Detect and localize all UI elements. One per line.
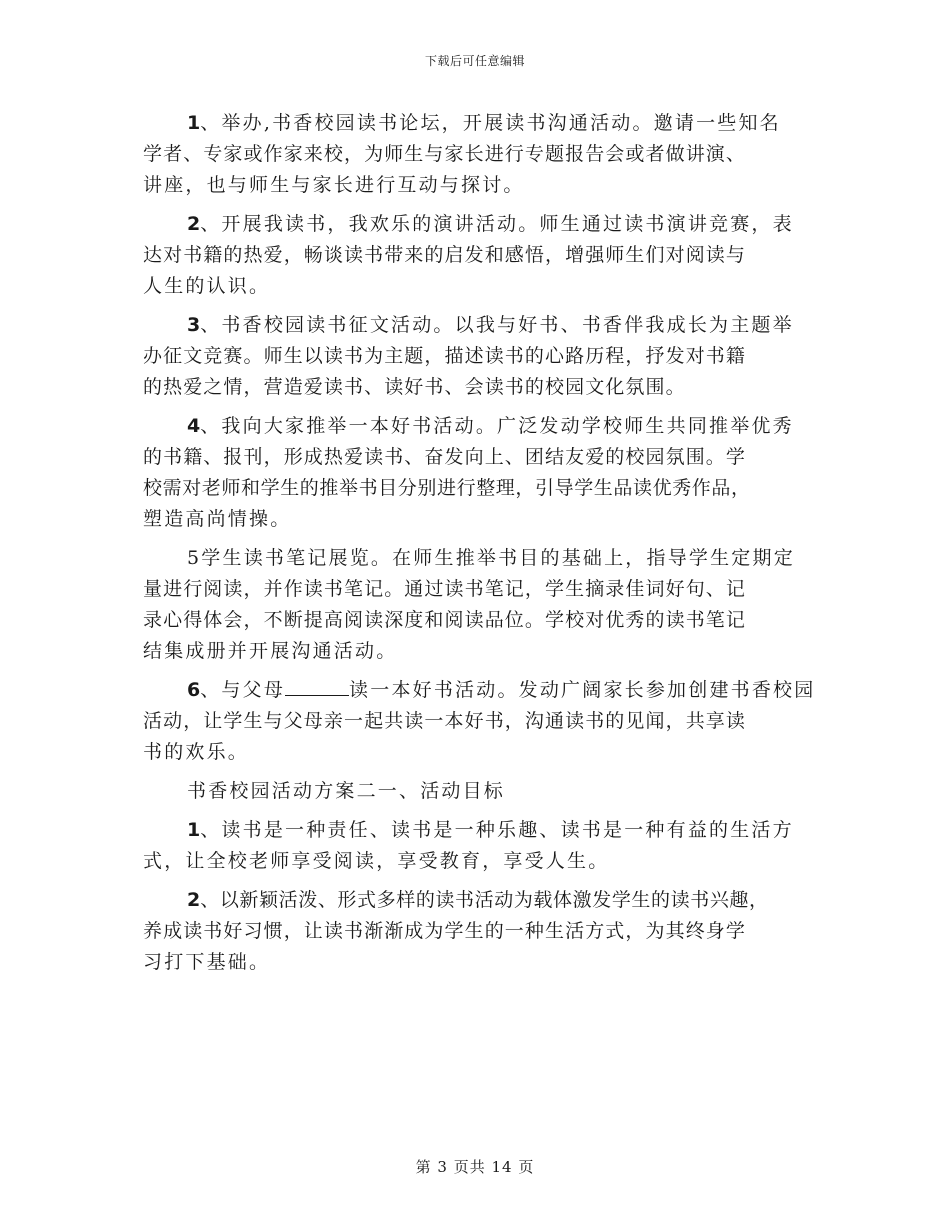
paragraph-2-line-1 — [143, 209, 808, 240]
paragraph-4-line-4: 塑造高尚情操。 — [143, 508, 292, 530]
paragraph-7-line-1 — [143, 815, 808, 846]
section-heading: 书香校园活动方案二一、活动目标 — [187, 780, 506, 802]
item-number: 4 — [187, 415, 201, 437]
paragraph-5-line-1: 5学生读书笔记展览。在师生推举书目的基础上，指导学生定期定 — [187, 547, 795, 569]
fill-in-blank — [285, 677, 349, 696]
text-run: 、与父母 — [200, 679, 286, 701]
paragraph-1-line-3: 讲座，也与师生与家长进行互动与探讨。 — [143, 174, 525, 196]
paragraph-5-line-3: 录心得体会，不断提高阅读深度和阅读品位。学校对优秀的读书笔记 — [143, 609, 747, 631]
paragraph-6-line-3: 书的欢乐。 — [143, 741, 250, 763]
paragraph-4-line-2: 的书籍、报刊，形成热爱读书、奋发向上、团结友爱的校园氛围。学 — [143, 446, 747, 468]
paragraph-4-line-3: 校需对老师和学生的推举书目分别进行整理，引导学生品读优秀作品， — [143, 477, 751, 499]
paragraph-3-line-2: 办征文竞赛。师生以读书为主题，描述读书的心路历程，抒发对书籍 — [143, 345, 747, 367]
item-number: 1 — [187, 819, 201, 841]
paragraph-8-line-2: 养成读书好习惯，让读书渐渐成为学生的一种生活方式，为其终身学 — [143, 920, 747, 942]
item-number: 3 — [187, 314, 201, 336]
paragraph-5-line-2: 量进行阅读，并作读书笔记。通过读书笔记，学生摘录佳词好句、记 — [143, 578, 747, 600]
item-number: 6 — [187, 679, 201, 701]
paragraph-5-line-4: 结集成册并开展沟通活动。 — [143, 640, 398, 662]
item-number: 2 — [187, 213, 201, 235]
document-body — [143, 108, 816, 978]
text-run: 读一本好书活动。发动广阔家长参加创建书香校园 — [349, 679, 816, 701]
paragraph-4-line-1 — [143, 411, 808, 442]
page-header: 下载后可任意编辑 — [424, 54, 525, 68]
text-run: 、书香校园读书征文活动。以我与好书、书香伴我成长为主题举 — [200, 314, 794, 336]
paragraph-7-line-2: 式，让全校老师享受阅读，享受教育，享受人生。 — [143, 850, 610, 872]
text-run: 、读书是一种责任、读书是一种乐趣、读书是一种有益的生活方 — [200, 819, 794, 841]
paragraph-2-line-3: 人生的认识。 — [143, 275, 271, 297]
paragraph-1-line-1 — [143, 108, 808, 139]
item-number: 2 — [187, 889, 201, 911]
paragraph-8-line-3: 习打下基础。 — [143, 951, 271, 973]
paragraph-3-line-3: 的热爱之情，营造爱读书、读好书、会读书的校园文化氛围。 — [143, 376, 686, 398]
page-footer: 第 3 页共 14 页 — [415, 1158, 535, 1176]
item-number: 1 — [187, 112, 201, 134]
text-run: 、举办,书香校园读书论坛，开展读书沟通活动。邀请一些知名 — [200, 112, 781, 134]
paragraph-2-line-2: 达对书籍的热爱，畅谈读书带来的启发和感悟，增强师生们对阅读与 — [143, 244, 747, 266]
paragraph-3-line-1 — [143, 310, 808, 341]
paragraph-6-line-1 — [143, 675, 816, 706]
paragraph-1-line-2: 学者、专家或作家来校，为师生与家长进行专题报告会或者做讲演、 — [143, 143, 747, 165]
text-run: 、以新颖活泼、形式多样的读书活动为载体激发学生的读书兴趣， — [200, 889, 769, 911]
paragraph-8-line-1 — [143, 885, 808, 916]
text-run: 、开展我读书，我欢乐的演讲活动。师生通过读书演讲竞赛，表 — [200, 213, 794, 235]
paragraph-6-line-2: 活动，让学生与父母亲一起共读一本好书，沟通读书的见闻，共享读 — [143, 710, 747, 732]
text-run: 、我向大家推举一本好书活动。广泛发动学校师生共同推举优秀 — [200, 415, 794, 437]
